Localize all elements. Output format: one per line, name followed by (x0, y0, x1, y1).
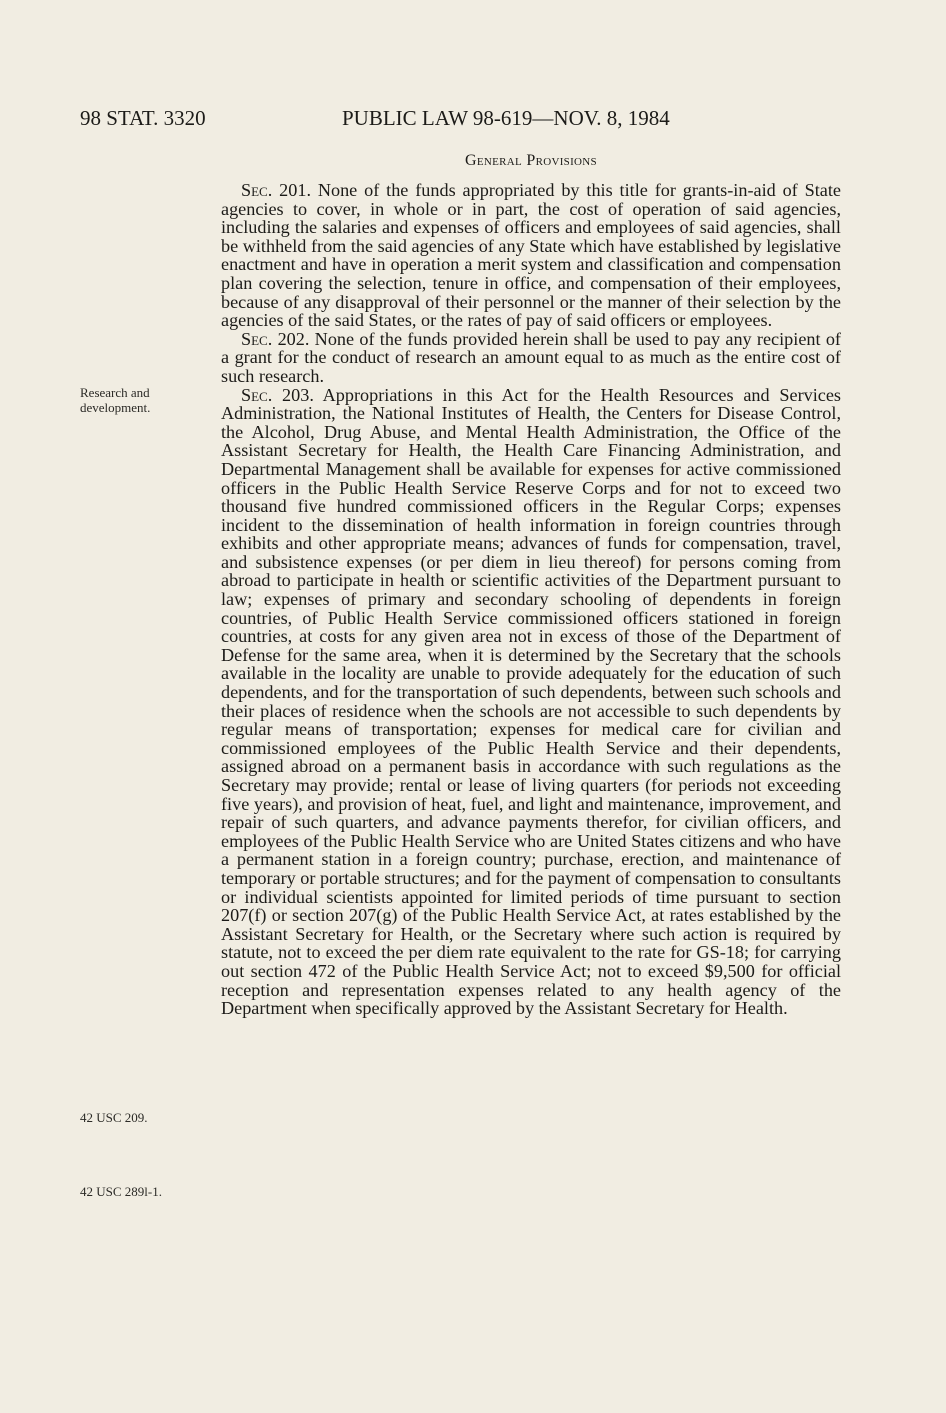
margin-note-research: Research and development. (80, 385, 151, 415)
section-label: Sec. (241, 384, 273, 405)
section-label: Sec. (241, 180, 273, 200)
margin-note-usc-209: 42 USC 209. (80, 1110, 148, 1125)
section-203-paragraph (221, 386, 841, 1018)
statute-page-reference: 98 STAT. 3320 (80, 106, 206, 130)
public-law-title: PUBLIC LAW 98-619—NOV. 8, 1984 (342, 106, 670, 130)
section-text: 201. None of the funds appropriated by this title for grants-in-aid of State agencies to cover, in whole or in part, the cost of operation of said agencies, including the salaries and expenses of officers and employees of said agencies, shall be withheld from the said agencies of any State which have established by legislative enactment and have in operation a merit system and classification and compensation plan covering the selection, tenure in office, and compensation of their employees, because of any disapproval of their personnel or the manner of their selection by the agencies of the said States, or the rates of pay of said officers or employees. (221, 180, 841, 331)
margin-note-usc-289: 42 USC 289l-1. (80, 1184, 162, 1199)
document-body (221, 181, 841, 1018)
section-202-paragraph (221, 330, 841, 386)
page-header (80, 106, 860, 136)
section-text: 202. None of the funds provided herein shall be used to pay any recipient of a grant for the conduct of research an amount equal to as much as the entire cost of such research. (221, 328, 841, 386)
section-text: 203. Appropriations in this Act for the Health Resources and Services Administration, the National Institutes of Health, the Centers for Disease Control, the Alcohol, Drug Abuse, and Mental Health Administration, the Office of the Assistant Secretary for Health, the Health Care Financing Administration, and Departmental Management shall be available for expenses for active commissioned officers in the Public Health Service Reserve Corps and for not to exceed two thousand five hundred commissioned officers in the Regular Corps; expenses incident to the dissemination of health information in foreign countries through exhibits and other appropriate means; advances of funds for compensation, travel, and subsistence expenses (or per diem in lieu thereof) for persons coming from abroad to participate in health or scientific activities of the Department pursuant to law; expenses of primary and secondary schooling of dependents in foreign countries, of Public Health Service commissioned officers stationed in foreign countries, at costs for any given area not in excess of those of the Department of Defense for the same area, when it is determined by the Secretary that the schools available in the locality are unable to provide adequately for the education of such dependents, and for the transportation of such dependents, between such schools and their places of residence when the schools are not accessible to such dependents by regular means of transportation; expenses for medical care for civilian and commissioned employees of the Public Health Service and their dependents, assigned abroad on a permanent basis in accordance with such regulations as the Secretary may provide; rental or lease of living quarters (for periods not exceeding five years), and provision of heat, fuel, and light and maintenance, improvement, and repair of such quarters, and advance payments therefor, for civilian officers, and employees of the Public Health Service who are United States citizens and who have a permanent station in a foreign country; purchase, erection, and maintenance of temporary or portable structures; and for the payment of compensation to consultants or individual scientists appointed for limited periods of time pursuant to section 207(f) or section 207(g) of the Public Health Service Act, at rates established by the Assistant Secretary for Health, or the Secretary where such action is required by statute, not to exceed the per diem rate equivalent to the rate for GS-18; for carrying out section 472 of the Public Health Service Act; not to exceed $9,500 for official reception and representation expenses related to any health agency of the Department when specifically approved by the Assistant Secretary for Health. (221, 384, 841, 1019)
section-201-paragraph (221, 181, 841, 330)
section-label: Sec. (241, 328, 273, 349)
section-heading: General Provisions (465, 152, 597, 169)
